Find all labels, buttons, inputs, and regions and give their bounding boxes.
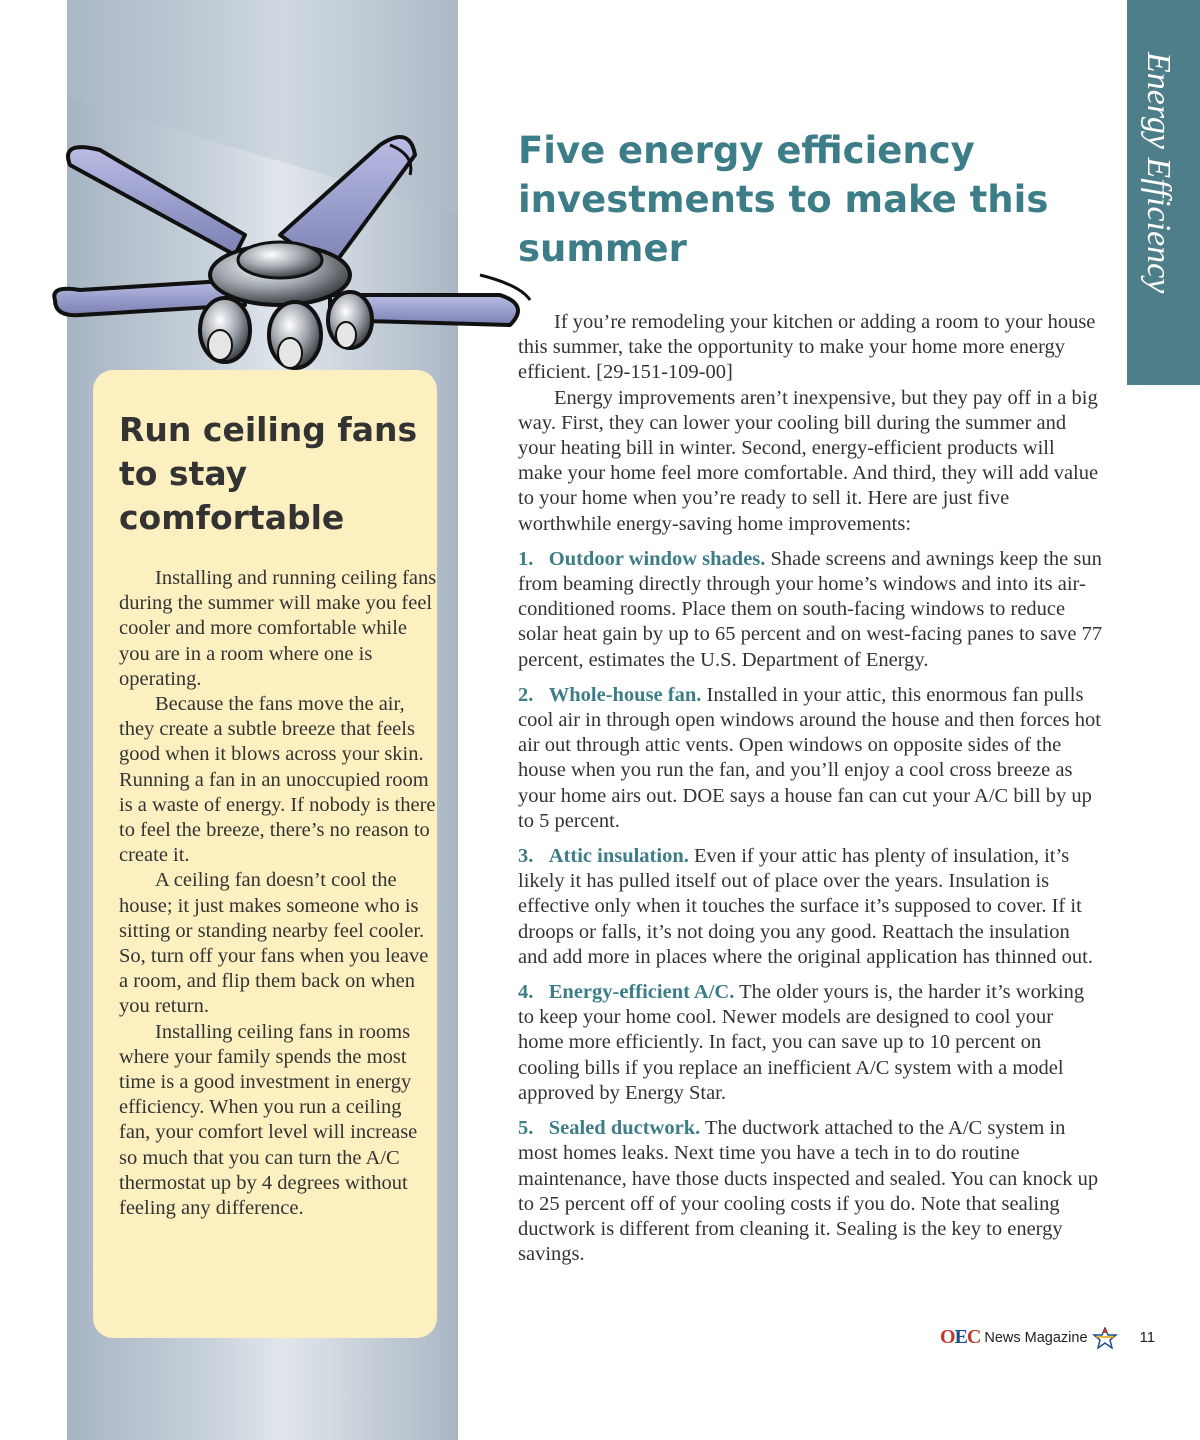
article-body [518,310,1103,1267]
item-heading: Outdoor window shades. [548,547,766,570]
sidebar-title: Run ceiling fans to stay comfortable [119,410,418,537]
item-text: The older yours is, the harder it’s working to keep your home cool. Newer models are designed to cool your home more efficiently. In fact, you can save up to 10 percent on cooling bills if you replace an inefficient A/C system with a model approved by Energy Star. [518,981,1085,1104]
sidebar-paragraph: Installing ceiling fans in rooms where your family spends the most time is a good investment in energy efficiency. When you run a ceiling fan, your comfort level will increase so much that you can turn the A/C thermostat up by 4 degrees without feeling any difference. [119,1020,418,1220]
list-item [518,980,1103,1106]
intro-paragraph: If you’re remodeling your kitchen or adding a room to your house this summer, take the opportunity to make your home more energy efficient. [29-151-109-00] [518,311,1096,384]
sidebar-paragraph: A ceiling fan doesn’t cool the house; it just makes someone who is sitting or standing nearby feel cooler. So, turn off your fans when you leave a room, and flip them back on when you return. [119,869,429,1018]
magazine-name: News Magazine [984,1329,1088,1346]
sidebar-paragraph: Because the fans move the air, they create a subtle breeze that feels good when it blows across your skin. Running a fan in an unoccupied room is a waste of energy. If nobody is there to feel the breeze, there’s no reason to create it. [119,693,436,867]
item-text: Shade screens and awnings keep the sun from beaming directly through your home’s windows and into its air-conditioned rooms. Place them on south-facing windows to reduce solar heat gain by up to 65 percent and on west-facing panes to save 77 percent, estimates the U.S. Department of Energy. [518,547,1103,671]
item-heading: Whole-house fan. [548,683,702,706]
item-number: 3. [518,845,534,868]
item-number: 2. [518,683,534,706]
list-item [518,547,1103,673]
page-footer [940,1326,1155,1349]
section-tab-text: Energy Efficiency [1140,52,1177,294]
section-tab-label [1137,52,1187,352]
item-number: 4. [518,981,534,1004]
intro-paragraph: Energy improvements aren’t inexpensive, but they pay off in a big way. First, they can lower your cooling bill during the summer and your heating bill in winter. Second, energy-efficient products will make your home feel more comfortable. And third, they will add value to your home when you’re ready to sell it. Here are just five worthwhile energy-saving home improvements: [518,386,1099,535]
item-number: 5. [518,1117,534,1140]
page-number: 11 [1139,1329,1156,1346]
item-heading: Energy-efficient A/C. [548,981,735,1004]
sidebar-body [119,566,437,1221]
item-text: The ductwork attached to the A/C system in most homes leaks. Next time you have a tech in to do routine maintenance, have those ducts inspected and sealed. You can knock up to 25 percent off of your cooling costs if you do. Note that sealing ductwork is different from cleaning it. Sealing is the key to energy savings. [518,1117,1099,1266]
list-item [518,1116,1103,1267]
ceiling-fan-illustration [40,95,540,395]
item-number: 1. [518,547,534,570]
article-title: Five energy efficiency investments to make this summer [518,129,1049,270]
item-heading: Sealed ductwork. [548,1117,701,1140]
item-text: Installed in your attic, this enormous fan pulls cool air in through open windows around the house and then forces hot air out through attic vents. Open windows on opposite sides of the house when you run the fan, and you’ll enjoy a cool cross breeze as your home airs out. DOE says a house fan can cut your A/C bill by up to 5 percent. [518,683,1101,832]
item-text: Even if your attic has plenty of insulation, it’s likely it has pulled itself out of place over the years. Insulation is effective only when it touches the surface it’s supposed to cover. If it droops or falls, it’s not doing you any good. Reattach the insulation and add more in places where the original application has thinned out. [518,845,1093,968]
oec-logo: OEC [940,1326,981,1348]
sidebar-paragraph: Installing and running ceiling fans during the summer will make you feel cooler and more comfortable while you are in a room where one is operating. [119,567,437,690]
sidebar-box [93,370,437,1338]
list-item [518,683,1103,834]
star-figure-icon [1092,1327,1118,1349]
list-item [518,844,1103,970]
item-heading: Attic insulation. [548,845,689,868]
